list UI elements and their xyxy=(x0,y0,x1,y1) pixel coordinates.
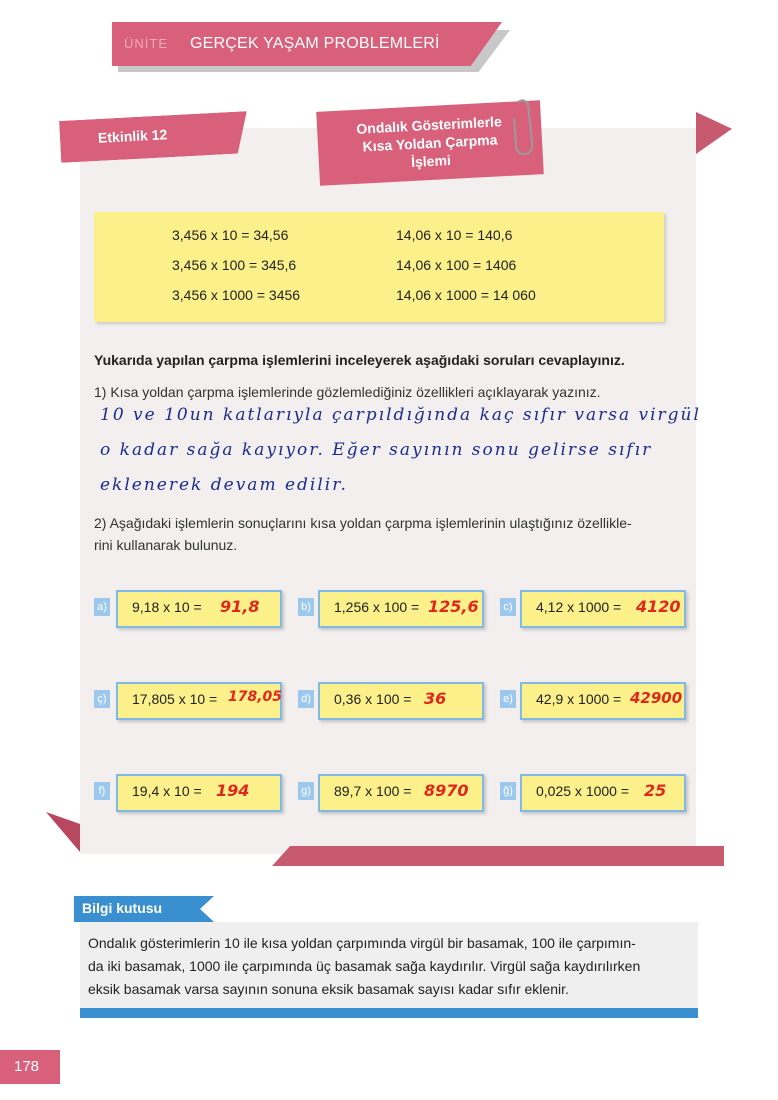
info-line: da iki basamak, 1000 ile çarpımında üç basamak sağa kaydırılır. Virgül sağa kaydırılırken xyxy=(88,958,641,974)
exercise-label: c) xyxy=(500,598,516,616)
topic-line: İşlemi xyxy=(410,151,452,171)
page-title: GERÇEK YAŞAM PROBLEMLERİ xyxy=(190,35,440,52)
topic-title xyxy=(329,111,532,175)
exercise-answer: 36 xyxy=(424,689,447,708)
exercise-label: b) xyxy=(298,598,314,616)
panel-corner-fold xyxy=(696,112,732,154)
exercise-answer: 125,6 xyxy=(428,597,479,616)
exercise-answer: 194 xyxy=(216,781,250,800)
activity-tag-label: Etkinlik 12 xyxy=(97,126,168,146)
exercise-expression: 1,256 x 100 = xyxy=(334,599,420,615)
example-left: 3,456 x 1000 = 3456 xyxy=(172,287,301,303)
info-box-bar xyxy=(80,1008,698,1018)
exercise-expression: 0,36 x 100 = xyxy=(334,691,412,707)
example-left: 3,456 x 100 = 345,6 xyxy=(172,257,297,273)
instruction-text: Yukarıda yapılan çarpma işlemlerini inceleyerek aşağıdaki soruları cevaplayınız. xyxy=(94,352,625,368)
exercise-answer: 91,8 xyxy=(220,597,260,616)
exercise-answer: 4120 xyxy=(636,597,681,616)
exercise-label: ç) xyxy=(94,690,110,708)
exercise-label: d) xyxy=(298,690,314,708)
exercise-expression: 17,805 x 10 = xyxy=(132,691,218,707)
paperclip-icon xyxy=(510,98,538,158)
exercise-label: e) xyxy=(500,690,516,708)
example-right: 14,06 x 10 = 140,6 xyxy=(396,227,513,243)
exercise-answer: 42900 xyxy=(630,689,683,707)
topic-line: Ondalık Gösterimlerle xyxy=(355,113,503,137)
exercise-expression: 0,025 x 1000 = xyxy=(536,783,630,799)
exercise-expression: 4,12 x 1000 = xyxy=(536,599,622,615)
question-2-line: 2) Aşağıdaki işlemlerin sonuçlarını kısa yoldan çarpma işlemlerinin ulaştığınız özellikle- xyxy=(94,515,632,531)
topic-line: Kısa Yoldan Çarpma xyxy=(362,131,498,155)
exercise-label: g) xyxy=(298,782,314,800)
info-line: Ondalık gösterimlerin 10 ile kısa yoldan çarpımında virgül bir basamak, 100 ile çarpımın- xyxy=(88,935,636,951)
panel-bottom-ribbon xyxy=(272,846,724,866)
exercise-answer: 178,05 xyxy=(228,689,283,705)
example-right: 14,06 x 1000 = 14 060 xyxy=(396,287,536,303)
exercise-label: f) xyxy=(94,782,110,800)
exercise-expression: 19,4 x 10 = xyxy=(132,783,202,799)
exercise-expression: 89,7 x 100 = xyxy=(334,783,412,799)
exercise-label: ğ) xyxy=(500,782,516,800)
info-line: eksik basamak varsa sayının sonuna eksik basamak sayısı kadar sıfır eklenir. xyxy=(88,981,569,997)
panel-left-fold xyxy=(46,812,80,852)
page-number: 178 xyxy=(14,1058,40,1075)
exercise-answer: 8970 xyxy=(424,781,469,800)
exercise-answer: 25 xyxy=(644,781,667,800)
exercise-expression: 9,18 x 10 = xyxy=(132,599,202,615)
example-left: 3,456 x 10 = 34,56 xyxy=(172,227,289,243)
question-2 xyxy=(94,512,694,556)
info-tag-label: Bilgi kutusu xyxy=(82,900,163,916)
question-2-line: rini kullanarak bulunuz. xyxy=(94,537,238,553)
handwritten-answer-line: o kadar sağa kayıyor. Eğer sayının sonu gelirse sıfır xyxy=(100,440,653,460)
exercise-label: a) xyxy=(94,598,110,616)
info-text xyxy=(88,932,694,1001)
exercise-expression: 42,9 x 1000 = xyxy=(536,691,622,707)
handwritten-answer-line: 10 ve 10un katlarıyla çarpıldığında kaç sıfır varsa virgül xyxy=(100,405,701,425)
header-prefix: ÜNİTE xyxy=(124,36,168,51)
example-right: 14,06 x 100 = 1406 xyxy=(396,257,517,273)
question-1: 1) Kısa yoldan çarpma işlemlerinde gözlemlediğiniz özellikleri açıklayarak yazınız. xyxy=(94,384,601,400)
handwritten-answer-line: eklenerek devam edilir. xyxy=(100,475,348,495)
